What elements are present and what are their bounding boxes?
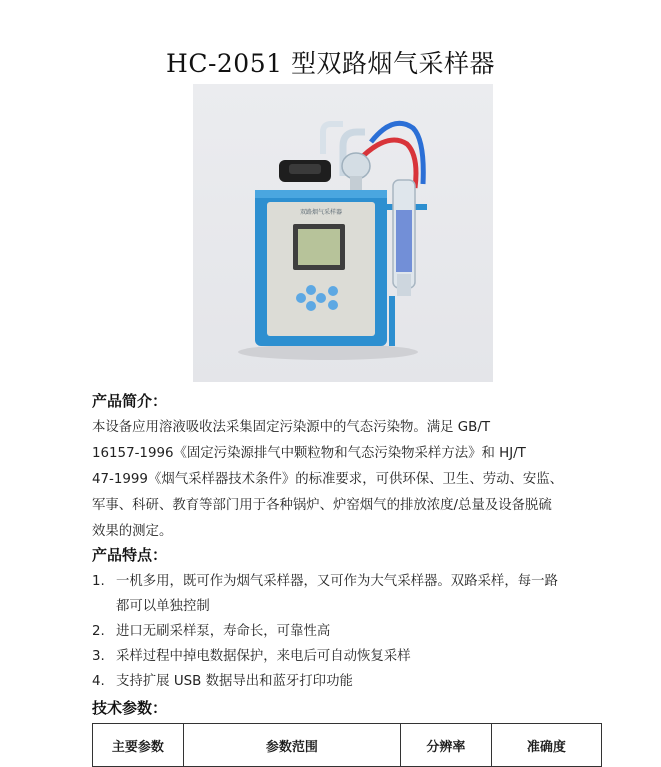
- features-heading: 产品特点：: [92, 546, 168, 564]
- feature-item: [92, 669, 353, 694]
- intro-line: 效果的测定。: [92, 524, 173, 539]
- feature-number: 4.: [92, 674, 105, 689]
- product-photo: [193, 84, 493, 382]
- intro-line: 16157-1996《固定污染源排气中颗粒物和气态污染物采样方法》和 HJ/T: [92, 446, 526, 461]
- specs-header-row: [93, 724, 602, 767]
- device-panel-label: 双路烟气采样器: [299, 209, 343, 216]
- intro-heading: 产品简介：: [92, 392, 168, 410]
- page-title: HC-2051 型双路烟气采样器: [166, 49, 495, 78]
- feature-text: 一机多用，既可作为烟气采样器，又可作为大气采样器。双路采样，每一路: [116, 574, 558, 589]
- feature-number: 2.: [92, 624, 105, 639]
- feature-item: [92, 644, 411, 669]
- feature-text-continued: 都可以单独控制: [116, 599, 210, 614]
- specs-col-header: 准确度: [491, 724, 601, 767]
- specs-col-header: 参数范围: [183, 724, 400, 767]
- specs-col-header: 主要参数: [93, 724, 184, 767]
- intro-line: 47-1999《烟气采样器技术条件》的标准要求，可供环保、卫生、劳动、安监、: [92, 472, 564, 487]
- feature-text: 支持扩展 USB 数据导出和蓝牙打印功能: [116, 674, 353, 689]
- intro-line: 军事、科研、教育等部门用于各种锅炉、炉窑烟气的排放浓度/总量及设备脱硫: [92, 498, 552, 513]
- feature-text: 采样过程中掉电数据保护，来电后可自动恢复采样: [116, 649, 411, 664]
- intro-paragraph: [92, 415, 612, 545]
- feature-number: 3.: [92, 649, 105, 664]
- feature-text: 进口无刷采样泵，寿命长，可靠性高: [116, 624, 331, 639]
- feature-item: [92, 569, 558, 619]
- feature-item: [92, 619, 330, 644]
- specs-heading: 技术参数：: [92, 699, 168, 717]
- feature-number: 1.: [92, 574, 105, 589]
- specs-col-header: 分辨率: [400, 724, 491, 767]
- specs-table: [92, 723, 602, 767]
- intro-line: 本设备应用溶液吸收法采集固定污染源中的气态污染物。满足 GB/T: [92, 420, 491, 435]
